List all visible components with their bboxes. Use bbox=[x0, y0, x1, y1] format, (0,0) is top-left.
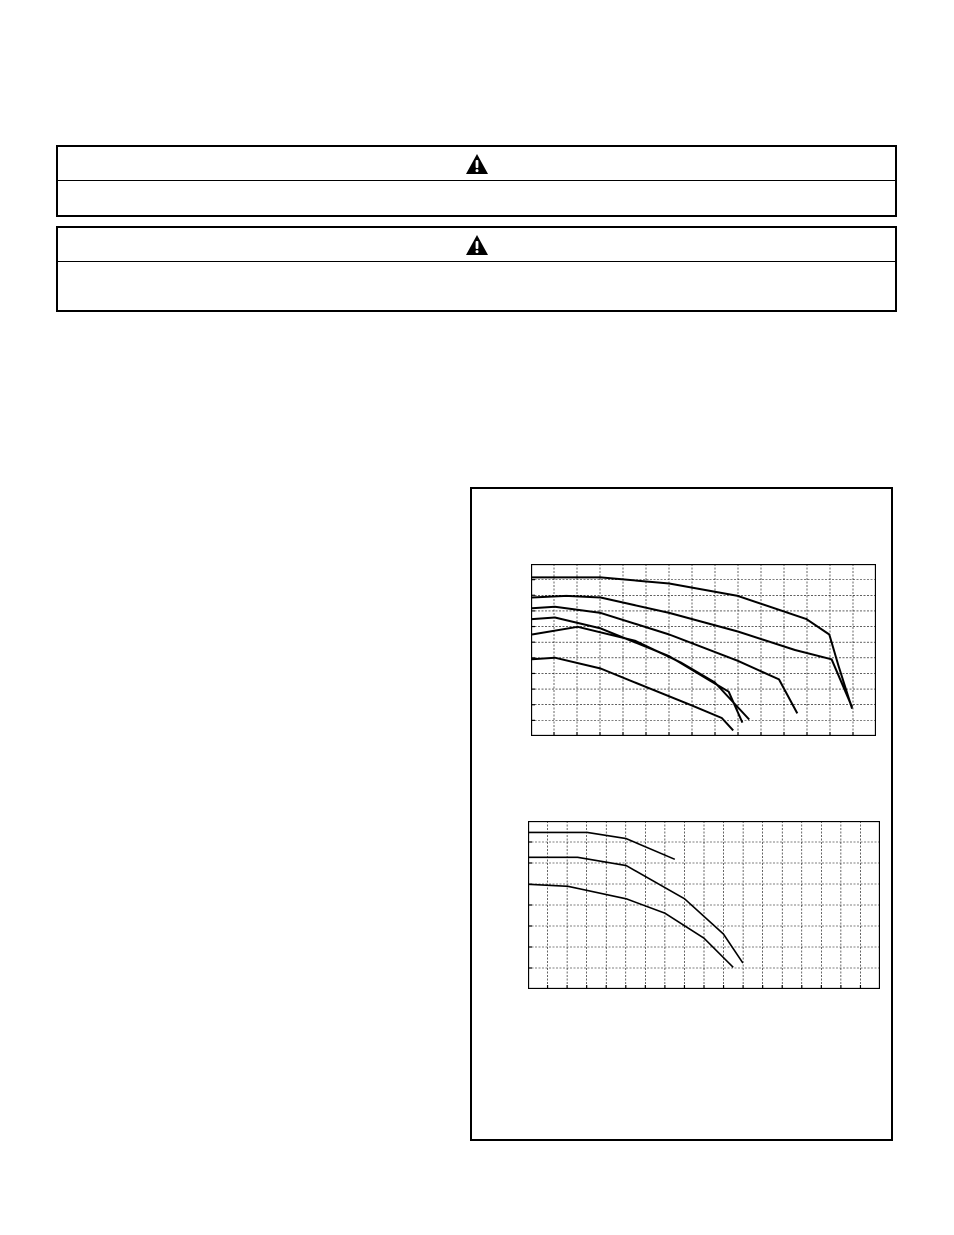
warning-triangle-icon bbox=[465, 234, 489, 256]
series-line-4 bbox=[532, 618, 742, 723]
warning-header bbox=[58, 228, 895, 262]
series-line-3 bbox=[532, 607, 797, 714]
warning-box bbox=[56, 145, 897, 217]
figure-box bbox=[470, 487, 893, 1141]
pump-curve-chart-bottom bbox=[528, 821, 880, 989]
warning-triangle-icon bbox=[465, 153, 489, 175]
pump-curve-chart-top bbox=[531, 564, 876, 736]
series-line-5 bbox=[532, 627, 749, 720]
series-line-6 bbox=[532, 658, 733, 731]
warning-box bbox=[56, 226, 897, 312]
warning-header bbox=[58, 147, 895, 181]
series-line-1 bbox=[529, 832, 675, 859]
